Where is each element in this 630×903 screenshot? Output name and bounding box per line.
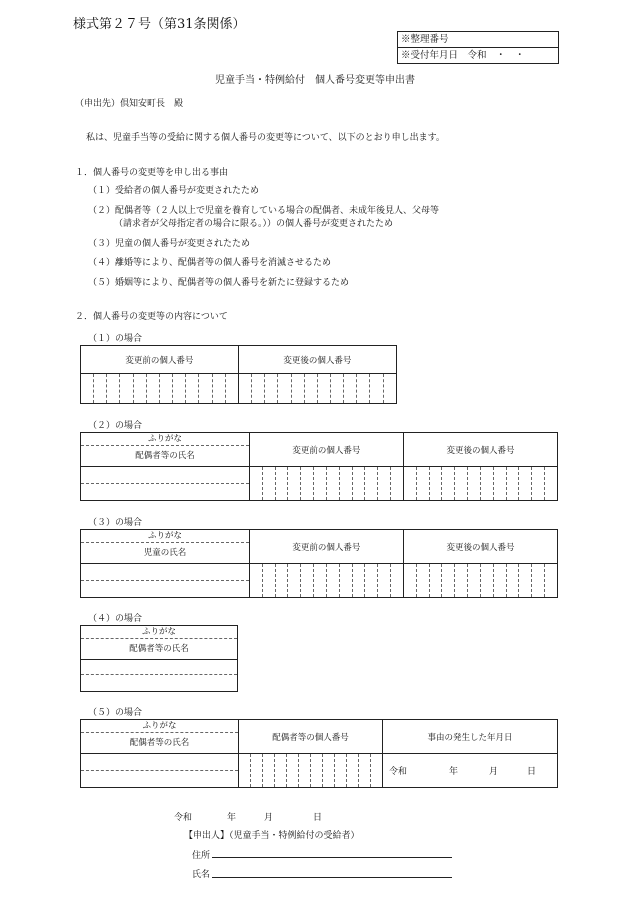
reason-item-1[interactable]: （１）受給者の個人番号が変更されたため bbox=[88, 186, 260, 196]
address-label: 住所 bbox=[192, 851, 211, 861]
case2-name-field[interactable] bbox=[81, 467, 250, 501]
submit-date-year[interactable]: 年 bbox=[227, 813, 237, 823]
form-number: 様式第２７号（第31条関係） bbox=[73, 17, 246, 32]
case2-after-header: 変更後の個人番号 bbox=[403, 433, 557, 467]
case2-label: （２）の場合 bbox=[88, 421, 143, 431]
case3-after-header: 変更後の個人番号 bbox=[403, 530, 557, 564]
case2-furigana-label: ふりがな bbox=[81, 434, 249, 446]
office-use-box bbox=[397, 31, 559, 64]
case4-name-field[interactable] bbox=[81, 660, 238, 692]
case4-table bbox=[80, 625, 238, 692]
case2-before-header: 変更前の個人番号 bbox=[249, 433, 403, 467]
case1-table bbox=[80, 345, 397, 404]
page-title: 児童手当・特例給付 個人番号変更等申出書 bbox=[215, 75, 415, 86]
case1-label: （１）の場合 bbox=[88, 334, 143, 344]
case3-furigana-label: ふりがな bbox=[81, 531, 249, 543]
case5-number-header: 配偶者等の個人番号 bbox=[239, 720, 383, 754]
case1-after-header: 変更後の個人番号 bbox=[238, 346, 396, 374]
reason-item-4[interactable]: （４）離婚等により、配偶者等の個人番号を消滅させるため bbox=[88, 258, 332, 268]
case5-name-field[interactable] bbox=[81, 754, 239, 788]
intro-text: 私は、児童手当等の受給に関する個人番号の変更等について、以下のとおり申し出ます。 bbox=[86, 133, 445, 143]
case1-digit-row[interactable] bbox=[81, 374, 397, 404]
name-field[interactable] bbox=[212, 877, 452, 878]
applicant-heading: 【申出人】（児童手当・特例給付の受給者） bbox=[184, 831, 360, 841]
case4-label: （４）の場合 bbox=[88, 614, 143, 624]
case5-table bbox=[80, 719, 558, 788]
case3-before-header: 変更前の個人番号 bbox=[249, 530, 403, 564]
submit-date-month[interactable]: 月 bbox=[264, 813, 274, 823]
name-label: 氏名 bbox=[192, 870, 211, 880]
case5-date-era: 令和 bbox=[389, 767, 408, 777]
case5-date-day: 日 bbox=[527, 767, 537, 777]
section2-heading: ２．個人番号の変更等の内容について bbox=[75, 312, 228, 322]
case1-before-header: 変更前の個人番号 bbox=[81, 346, 239, 374]
case4-furigana-label: ふりがな bbox=[81, 627, 237, 639]
submit-date-era: 令和 bbox=[174, 813, 193, 823]
case2-name-label: 配偶者等の氏名 bbox=[135, 450, 195, 461]
address-field[interactable] bbox=[212, 857, 452, 858]
case3-table bbox=[80, 529, 558, 598]
receipt-date-field[interactable]: ※受付年月日 令和 ・ ・ bbox=[398, 47, 558, 63]
reason-item-2[interactable]: （２）配偶者等（２人以上で児童を養育している場合の配偶者、未成年後見人、父母等 bbox=[88, 206, 440, 216]
case3-name-label: 児童の氏名 bbox=[143, 547, 187, 558]
case5-furigana-label: ふりがな bbox=[81, 721, 238, 733]
addressee: （申出先）倶知安町長 殿 bbox=[75, 99, 184, 109]
case2-table bbox=[80, 432, 558, 501]
case5-name-label: 配偶者等の氏名 bbox=[129, 737, 190, 748]
section1-heading: １．個人番号の変更等を申し出る事由 bbox=[75, 168, 229, 178]
reference-number-field[interactable]: ※整理番号 bbox=[401, 34, 449, 45]
case5-date-header: 事由の発生した年月日 bbox=[383, 720, 558, 754]
case3-label: （３）の場合 bbox=[88, 518, 143, 528]
reason-item-3[interactable]: （３）児童の個人番号が変更されたため bbox=[88, 239, 251, 249]
submit-date-day[interactable]: 日 bbox=[313, 813, 323, 823]
case3-name-field[interactable] bbox=[81, 564, 250, 598]
case4-name-label: 配偶者等の氏名 bbox=[129, 643, 189, 654]
case5-label: （５）の場合 bbox=[88, 708, 143, 718]
case5-date-year: 年 bbox=[449, 767, 459, 777]
case5-date-field[interactable] bbox=[383, 754, 558, 788]
case5-date-month: 月 bbox=[489, 767, 499, 777]
reason-item-5[interactable]: （５）婚姻等により、配偶者等の個人番号を新たに登録するため bbox=[88, 278, 350, 288]
reason-item-2-cont: （請求者が父母指定者の場合に限る。））の個人番号が変更されたため bbox=[114, 219, 394, 229]
